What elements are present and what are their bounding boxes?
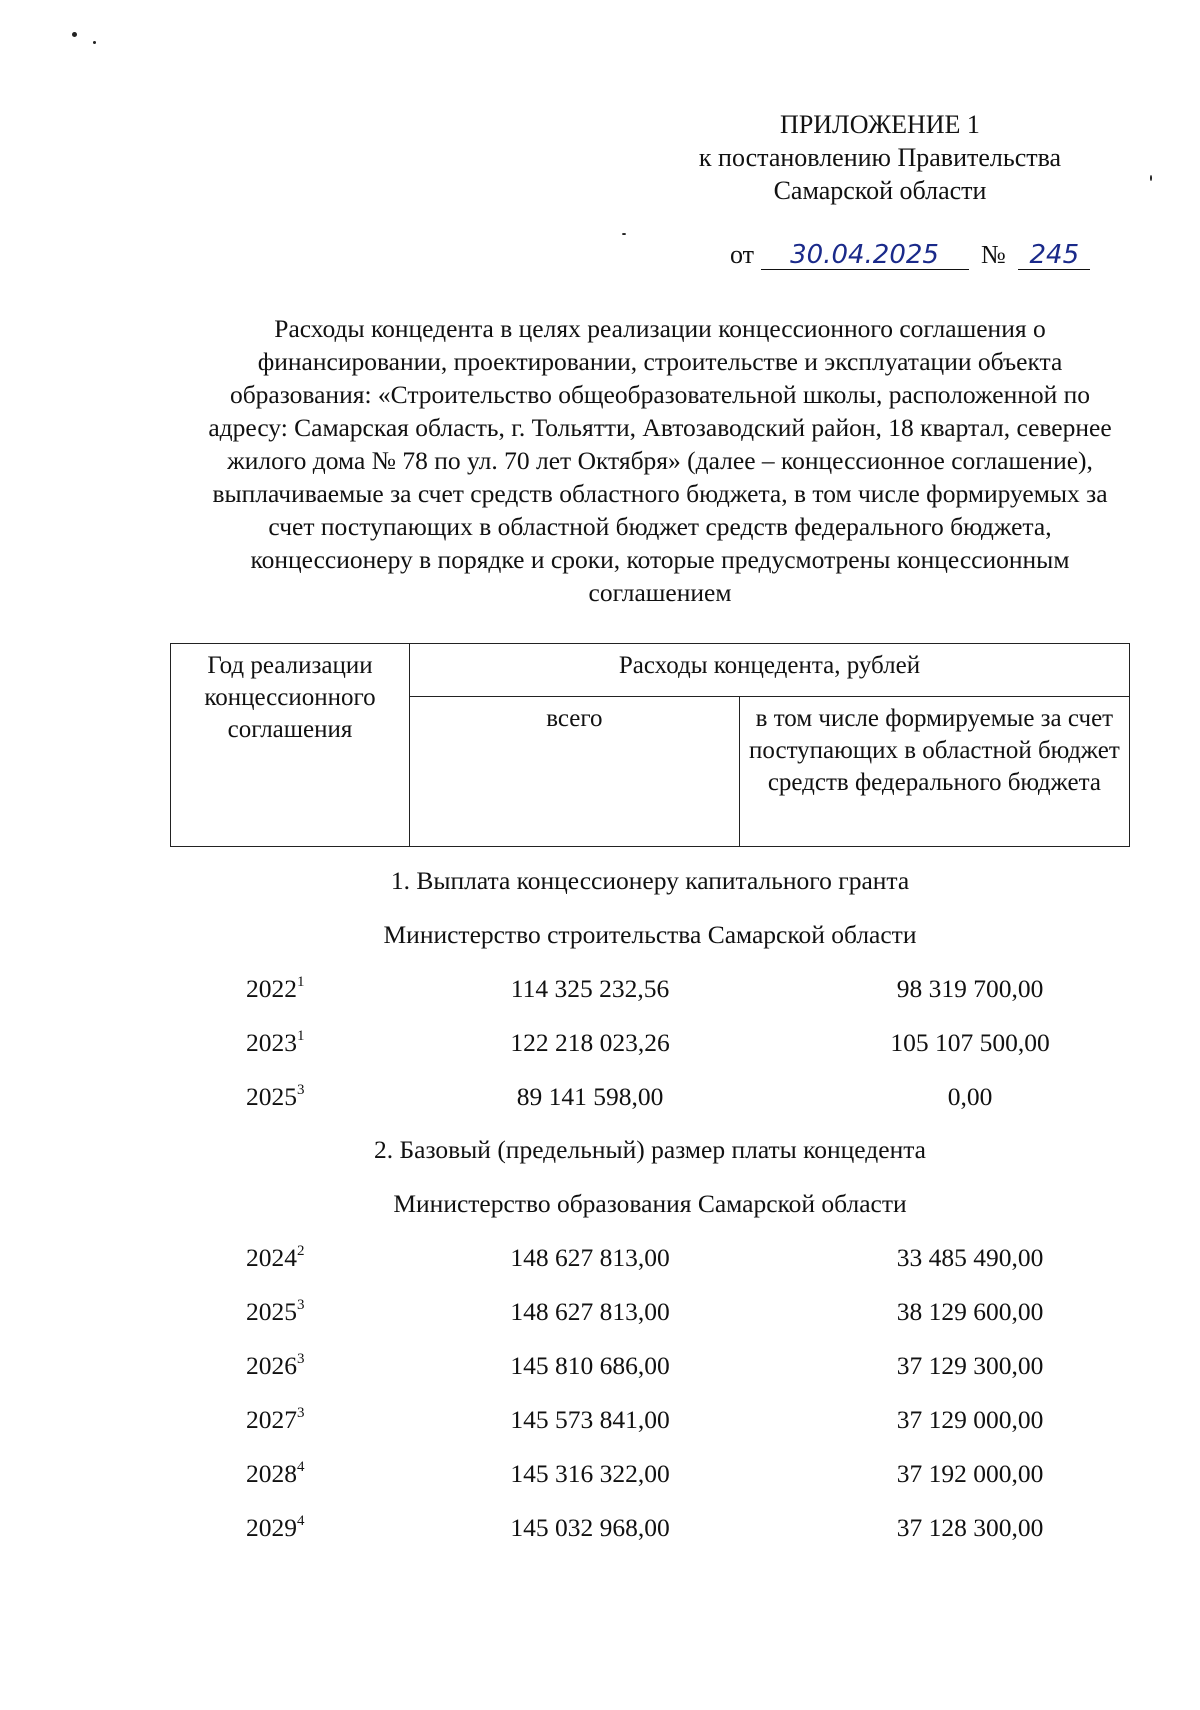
row-total: 122 218 023,26 xyxy=(510,1028,670,1057)
scan-speck xyxy=(1150,175,1152,181)
number-label: № xyxy=(981,240,1006,269)
footnote-mark: 3 xyxy=(297,1082,305,1098)
footnote-mark: 1 xyxy=(297,1028,305,1044)
expenses-group-header: Расходы концедента, рублей xyxy=(409,644,1129,697)
footnote-mark: 3 xyxy=(297,1297,305,1313)
table-row xyxy=(170,1351,1130,1385)
decree-date-number xyxy=(730,240,1090,270)
row-total: 145 316 322,00 xyxy=(510,1459,670,1488)
footnote-mark: 3 xyxy=(297,1405,305,1421)
handwritten-number: 245 xyxy=(1018,241,1090,270)
appendix-header xyxy=(640,108,1120,207)
table-row xyxy=(170,1513,1130,1547)
section-1-ministry: Министерство строительства Самарской области xyxy=(383,920,917,949)
row-year: 2025$^3$ xyxy=(246,1082,305,1111)
scan-speck xyxy=(72,32,77,37)
row-year: 2025$^3$ xyxy=(246,1297,305,1326)
row-federal: 37 128 300,00 xyxy=(896,1513,1044,1542)
section-2-title: 2. Базовый (предельный) размер платы концедента xyxy=(373,1135,926,1164)
from-label: от xyxy=(730,240,755,269)
table-row xyxy=(170,1459,1130,1493)
col-federal-header: в том числе формируемые за счет поступающих в областной бюджет средств федерального бюджета xyxy=(739,697,1129,847)
row-total: 145 810 686,00 xyxy=(510,1351,670,1380)
row-total: 148 627 813,00 xyxy=(510,1297,670,1326)
row-federal: 38 129 600,00 xyxy=(896,1297,1044,1326)
appendix-region-line: Самарской области xyxy=(773,176,987,205)
appendix-decree-line: к постановлению Правительства xyxy=(698,143,1062,172)
row-year: 2029$^4$ xyxy=(246,1513,305,1542)
row-year: 2028$^4$ xyxy=(246,1459,305,1488)
row-total: 148 627 813,00 xyxy=(510,1243,670,1272)
scan-speck xyxy=(93,41,96,44)
row-year: 2024$^2$ xyxy=(246,1243,305,1272)
handwritten-date: 30.04.2025 xyxy=(761,241,969,270)
row-year: 2023$^1$ xyxy=(246,1028,305,1057)
row-federal: 37 129 300,00 xyxy=(896,1351,1044,1380)
row-federal: 98 319 700,00 xyxy=(896,974,1044,1003)
table-row xyxy=(170,1028,1130,1062)
footnote-mark: 2 xyxy=(297,1243,305,1259)
table-row xyxy=(170,1405,1130,1439)
row-year: 2027$^3$ xyxy=(246,1405,305,1434)
section-2-ministry: Министерство образования Самарской области xyxy=(393,1189,907,1218)
table-row xyxy=(170,974,1130,1008)
expenses-table-header xyxy=(170,643,1130,847)
row-federal: 105 107 500,00 xyxy=(890,1028,1050,1057)
table-row xyxy=(170,1243,1130,1277)
row-year: 2026$^3$ xyxy=(246,1351,305,1380)
footnote-mark: 3 xyxy=(297,1351,305,1367)
table-row xyxy=(170,1297,1130,1331)
footnote-mark: 4 xyxy=(297,1513,305,1529)
appendix-number: ПРИЛОЖЕНИЕ 1 xyxy=(780,110,980,139)
document-title: Расходы концедента в целях реализации концессионного соглашения о финансировании, проектировании, строительстве и эксплуатации объекта образования: «Строительство общеобразовательной школы, расположенной по адресу: Самарская область, г. Тольятти, Автозаводский район, 18 квартал, севернее жилого дома № 78 по ул. 70 лет Октября» (далее – концессионное соглашение), выплачиваемые за счет средств областного бюджета, в том числе формируемых за счет поступающих в областной бюджет средств федерального бюджета, концессионеру в порядке и сроки, которые предусмотрены концессионным соглашением xyxy=(208,314,1112,607)
row-federal: 37 192 000,00 xyxy=(896,1459,1044,1488)
table-row xyxy=(170,1082,1130,1116)
row-federal: 33 485 490,00 xyxy=(896,1243,1044,1272)
footnote-mark: 4 xyxy=(297,1459,305,1475)
section-1-title: 1. Выплата концессионеру капитального гранта xyxy=(390,866,910,895)
scan-speck xyxy=(622,233,626,235)
col-year-header: Год реализации концессионного соглашения xyxy=(171,644,410,847)
row-year: 2022$^1$ xyxy=(246,974,305,1003)
footnote-mark: 1 xyxy=(297,974,305,990)
row-total: 145 032 968,00 xyxy=(510,1513,670,1542)
row-federal: 37 129 000,00 xyxy=(896,1405,1044,1434)
row-total: 89 141 598,00 xyxy=(516,1082,664,1111)
col-total-header: всего xyxy=(409,697,739,847)
row-total: 145 573 841,00 xyxy=(510,1405,670,1434)
row-federal: 0,00 xyxy=(947,1082,993,1111)
row-total: 114 325 232,56 xyxy=(510,974,670,1003)
